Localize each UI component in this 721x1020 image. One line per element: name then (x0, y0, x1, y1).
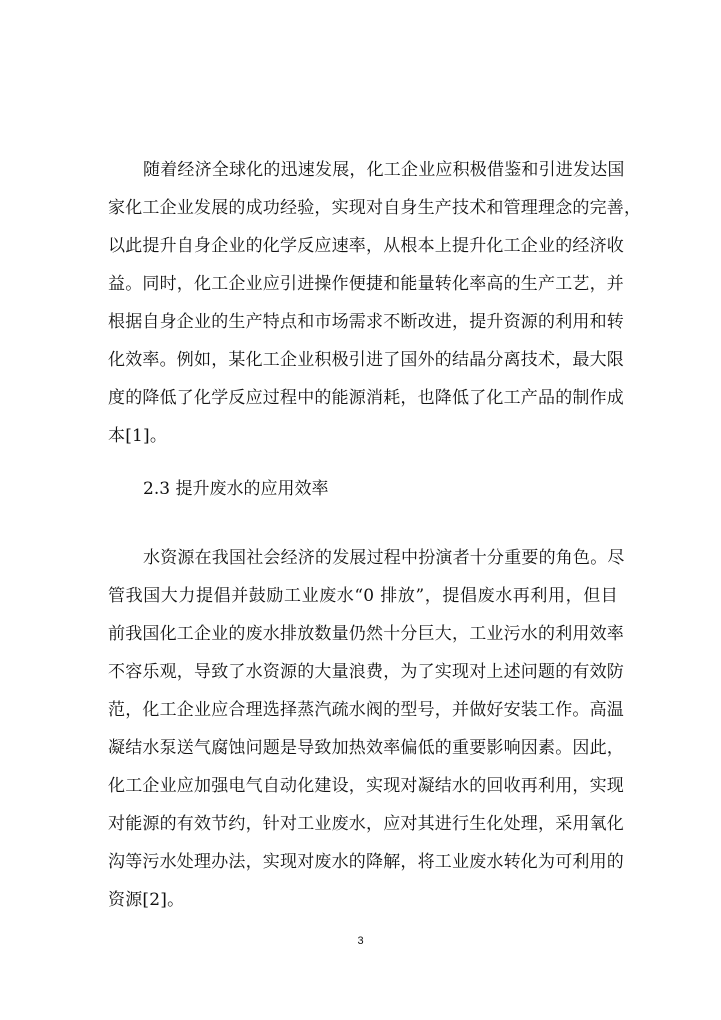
paragraph-2-line-9: 沟等污水处理办法，实现对废水的降解，将工业废水转化为可利用的 (108, 852, 624, 872)
paragraph-2-line-5: 范，化工企业应合理选择蒸汽疏水阀的型号，并做好安装工作。高温 (108, 700, 624, 720)
paragraph-1-line-4: 益。同时，化工企业应引进操作便捷和能量转化率高的生产工艺，并 (108, 274, 624, 294)
paragraph-1-line-7: 度的降低了化学反应过程中的能源消耗，也降低了化工产品的制作成 (108, 388, 624, 408)
paragraph-2-line-3: 前我国化工企业的废水排放数量仍然十分巨大，工业污水的利用效率 (108, 624, 624, 644)
paragraph-1-line-6: 化效率。例如，某化工企业积极引进了国外的结晶分离技术，最大限 (108, 350, 624, 370)
paragraph-1-line-2: 家化工企业发展的成功经验，实现对自身生产技术和管理理念的完善， (108, 198, 642, 218)
paragraph-1-line-1: 随着经济全球化的迅速发展，化工企业应积极借鉴和引进发达国 (143, 160, 625, 180)
page-number: 3 (357, 935, 364, 947)
paragraph-2-line-8: 对能源的有效节约，针对工业废水，应对其进行生化处理，采用氧化 (108, 814, 624, 834)
paragraph-2-line-1: 水资源在我国社会经济的发展过程中扮演者十分重要的角色。尽 (143, 548, 625, 568)
paragraph-2-line-10: 资源[2]。 (108, 890, 185, 910)
paragraph-2-line-4: 不容乐观，导致了水资源的大量浪费，为了实现对上述问题的有效防 (108, 662, 624, 682)
paragraph-2-line-2: 管我国大力提倡并鼓励工业废水“0 排放”，提倡废水再利用，但目 (108, 586, 618, 606)
paragraph-1-line-3: 以此提升自身企业的化学反应速率，从根本上提升化工企业的经济收 (108, 236, 624, 256)
paragraph-2-line-6: 凝结水泵送气腐蚀问题是导致加热效率偏低的重要影响因素。因此， (108, 738, 624, 758)
paragraph-1-line-8: 本[1]。 (108, 426, 168, 446)
paragraph-1-line-5: 根据自身企业的生产特点和市场需求不断改进，提升资源的利用和转 (108, 312, 624, 332)
section-heading: 2.3 提升废水的应用效率 (143, 479, 329, 499)
paragraph-2-line-7: 化工企业应加强电气自动化建设，实现对凝结水的回收再利用，实现 (108, 776, 624, 796)
